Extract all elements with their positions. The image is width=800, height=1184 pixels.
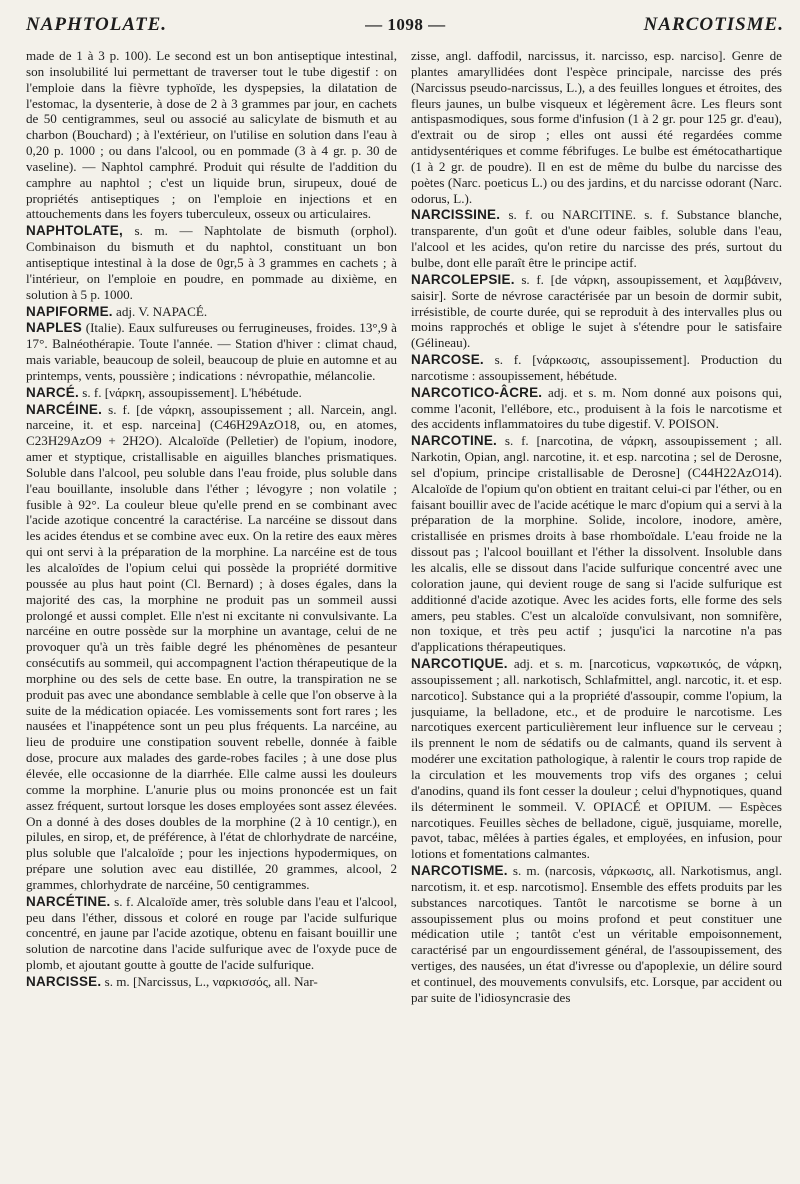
entry-text: made de 1 à 3 p. 100). Le second est un bon antiseptique intestinal, son insolubilité lui permettant de traverser tout le tube digestif : on l'emploie dans la fièvre typhoïde, les dyspepsies, la dilatation de l'estomac, la dysenterie, à dose de 2 à 3 grammes par jour, en cachets de 50 centigrammes, seul ou associé au salicylate de bismuth et au charbon (Bouchard) ; à l'extérieur, on l'utilise en solution dans l'eau à 0,20 p. 1000 ; ou dans l'alcool, ou en pommade (3 à 4 gr. p. 30 de vaseline). — Naphtol camphré. Produit qui résulte de l'addition du camphre au naphtol ; c'est un liquide brun, sirupeux, doué de propriétés antiseptiques ; on l'emploie en injections et en attouchements dans les foyers tuberculeux, osseux ou articulaires. [26, 48, 397, 222]
dictionary-entry [26, 48, 397, 222]
dictionary-entry [26, 385, 397, 401]
entry-text: adj. et s. m. Nom donné aux poisons qui, comme l'aconit, l'ellébore, etc., produisent à la fois le narcotisme et des accidents inflammatoires du tube digestif. V. POISON. [411, 384, 782, 432]
dictionary-entry [411, 48, 782, 206]
left-column [26, 48, 397, 1178]
entry-headword: NARCOSE. [411, 352, 484, 368]
entry-headword: NARCOLEPSIE. [411, 271, 515, 287]
running-head-right: NARCOTISME. [643, 14, 784, 35]
page-number: — 1098 — [365, 15, 446, 34]
entry-text: s. f. [νάρκη, assoupissement]. L'hébétude. [82, 384, 302, 400]
entry-text: adj. V. NAPACÉ. [116, 303, 208, 319]
dictionary-entry [26, 223, 397, 302]
right-column [411, 48, 782, 1178]
entry-headword: NARCOTICO-ÂCRE. [411, 384, 543, 400]
entry-headword: NARCISSINE. [411, 207, 501, 223]
entry-text: zisse, angl. daffodil, narcissus, it. narcisso, esp. narciso]. Genre de plantes amaryllidées dont l'espèce principale, narcisse des prés (Narcissus pseudo-narcissus, L.), a des feuilles longues et étroites, des fleurs jaunes, un bulbe visqueux et légèrement âcre. Les fleurs sont antispasmodiques, sous forme d'infusion (1 à 2 gr. pour 125 gr. d'eau), d'extrait ou de sirop ; elles ont aussi été regardées comme antidysentériques et comme fébrifuges. Le bulbe est émétocathartique (1 à 2 gr. de poudre). Il en est de même du bulbe du narcisse des poètes (Narc. poeticus L.) ou des jardins, et du narcisse odorant (Narc. odorus, L.). [411, 48, 782, 206]
dictionary-entry [26, 402, 397, 893]
dictionary-entry [411, 207, 782, 270]
entry-headword: NAPHTOLATE, [26, 223, 123, 239]
dictionary-entry [411, 272, 782, 351]
entry-headword: NARCÉINE. [26, 401, 103, 417]
entry-text: s. f. [de νάρκη, assoupissement, et λαμβάνειν, saisir]. Sorte de névrose caractérisée par un besoin de dormir subit, irrésistible, de courte durée, qui se reproduit à des intervalles plus ou moins rapprochés et oblige le sujet à s'étendre pour le satisfaire (Gélineau). [411, 271, 782, 351]
two-column-body [26, 48, 784, 1178]
dictionary-entry [411, 385, 782, 433]
entry-text: s. m. (narcosis, νάρκωσις, all. Narkotismus, angl. narcotism, it. et esp. narcotismo]. Ensemble des effets produits par les substances narcotiques. Tantôt le narcotisme se borne à un assoupissement plus ou moins profond et peut constituer une médication utile ; tantôt c'est un véritable empoisonnement, caractérisé par un engourdissement général, de l'assoupissement, des vertiges, des nausées, un état d'ivresse ou d'apoplexie, un délire sourd et continuel, des mouvements convulsifs, etc. Lorsque, par accident ou par suite de l'idiosyncrasie des [411, 863, 782, 1005]
dictionary-entry [411, 352, 782, 384]
entry-headword: NARCÉTINE. [26, 893, 111, 909]
entry-text: s. m. — Naphtolate de bismuth (orphol). Combinaison du bismuth et du naphtol, constituant un bon antiseptique intestinal à la dose de 0gr,5 à 3 grammes en cachets ; à l'intérieur, on l'emploie en poudre, en pommade au dixième, en solution à 5 p. 1000. [26, 223, 397, 302]
entry-text: s. f. [νάρκωσις, assoupissement]. Production du narcotisme : assoupissement, hébétude. [411, 352, 782, 383]
dictionary-entry [411, 656, 782, 862]
entry-headword: NARCOTINE. [411, 433, 497, 449]
entry-text: adj. et s. m. [narcoticus, ναρκωτικός, de νάρκη, assoupissement ; all. narkotisch, Schlafmittel, angl. narcotic, it. et esp. narcotico]. Substance qui a la propriété d'assoupir, comme l'opium, la jusquiame, la belladone, etc., et de produire le narcotisme. Les narcotiques exercent particulièrement leur influence sur le cerveau ; ils prennent le nom de sédatifs ou de calmants, quand ils servent à modérer une excitation pathologique, à ralentir le cours trop rapide de la circulation et les mouvements trop vifs des organes ; celui d'anodins, quand ils font cesser la douleur ; celui d'hypnotiques, quand ils déterminent le sommeil. V. OPIACÉ et OPIUM. — Espèces narcotiques. Feuilles sèches de belladone, ciguë, jusquiame, morelle, pavot, tabac, mêlées à parties égales, et employées, en infusion, pour lotions et fomentations calmantes. [411, 656, 782, 862]
entry-text: s. f. [narcotina, de νάρκη, assoupissement ; all. Narkotin, Opian, angl. narcotine, it. et esp. narcotina ; sel de Derosne, sel d'opium, principe cristallisable de Derosne] (C44H22AzO14). Alcaloïde de l'opium qu'on obtient en traitant celui-ci par l'éther, ou en faisant bouillir avec de l'acide acétique le marc d'opium qui a servi à la préparation de la morphine. Solide, incolore, inodore, amère, cristallisée en prismes droits à base rhomboïdale. L'eau froide ne la dissout pas ; l'alcool bouillant et l'éther la dissolvent. Insoluble dans les alcalis, elle se dissout dans l'acide sulfurique concentré avec une coloration jaune, qui devient rouge de sang si l'acide sulfurique est additionné d'acide azotique. Avec les acides forts, elle forme des sels amers, peu stables. C'est un alcaloïde convulsivant, non somnifère, non toxique, et très peu actif ; jusqu'ici la narcotine n'a pas d'applications thérapeutiques. [411, 433, 782, 655]
dictionary-entry [26, 304, 397, 320]
entry-text: s. m. [Narcissus, L., ναρκισσός, all. Nar- [104, 973, 318, 989]
entry-headword: NAPLES [26, 320, 82, 336]
entry-headword: NARCÉ. [26, 384, 79, 400]
dictionary-entry [411, 433, 782, 655]
dictionary-entry [26, 894, 397, 973]
page-header [26, 14, 784, 48]
entry-headword: NARCOTISME. [411, 863, 508, 879]
dictionary-entry [411, 863, 782, 1006]
entry-headword: NARCOTIQUE. [411, 656, 508, 672]
entry-text: (Italie). Eaux sulfureuses ou ferrugineuses, froides. 13°,9 à 17°. Balnéothérapie. Toute l'année. — Station d'hiver : climat chaud, mais variable, beaucoup de soleil, beaucoup de pluie en automne et au printemps, vents, poussière ; indications : névropathie, mélancolie. [26, 320, 397, 383]
entry-text: s. f. ou NARCITINE. s. f. Substance blanche, transparente, d'un goût et d'une odeur faibles, soluble dans l'eau, l'alcool et les acides, qu'on retire du narcisse des prés, surtout du bulbe, dont elle paraît être le principe actif. [411, 207, 782, 270]
dictionary-entry [26, 320, 397, 383]
entry-text: s. f. Alcaloïde amer, très soluble dans l'eau et l'alcool, peu dans l'éther, dissous et coloré en rouge par l'acide sulfurique concentré, en jaune par l'acide azotique, obtenu en faisant bouillir une solution de narcotine dans l'acide sulfurique avec de l'oxyde puce de plomb, et ajoutant goutte à goutte de l'acide sulfurique. [26, 893, 397, 973]
entry-headword: NARCISSE. [26, 973, 102, 989]
entry-headword: NAPIFORME. [26, 303, 113, 319]
running-head-left: NAPHTOLATE. [26, 14, 168, 35]
dictionary-entry [26, 974, 397, 990]
entry-text: s. f. [de νάρκη, assoupissement ; all. Narcein, angl. narceine, it. et esp. narceina] (C46H29AzO18, ou, en atomes, C23H29AzO9 + 2H2O). Alcaloïde (Pelletier) de l'opium, inodore, amer et styptique, cristallisable en aiguilles blanches prismatiques. Soluble dans l'alcool, peu soluble dans l'eau froide, plus soluble dans l'eau bouillante, insoluble dans l'éther ; lévogyre ; non volatile ; fusible à 92°. La couleur bleue qu'elle prend en se combinant avec l'acide azotique concentré la caractérise. La narcéine se dissout dans les acides étendus et se combine avec eux. On la retire des eaux mères qui ont servi à la préparation de la morphine. La narcéine est de tous les alcaloïdes de l'opium celui qui possède la propriété dormitive poussée au plus haut point (Cl. Bernard) ; à doses égales, dans la majorité des cas, la morphine ne produit pas un sommeil aussi prolongé et aussi complet. Elle n'est ni excitante ni convulsivante. La narcéine en outre possède sur la morphine un avantage, celui de ne provoquer qu'à un très faible degré les phénomènes de pesanteur consécutifs au sommeil, qui accompagnent l'action thérapeutique de la morphine ou des sels de cette base. En outre, la transpiration ne se produit pas avec une abondance semblable à celle que l'on observe à la suite de la médication opiacée. Les vomissements sont fort rares ; les nausées et l'inappétence sont un peu plus fréquents. La narcéine, au lieu de produire une constipation souvent rebelle, donnée à faible dose, procure aux malades des garde-robes faciles ; à une dose plus élevée, elle occasionne de la diarrhée. Elle calme aussi les douleurs comme la morphine. L'anurie plus ou moins prononcée est un fait assez fréquent, surtout lorsque les doses employées sont assez élevées. On a donné à des doses doubles de la morphine (2 à 10 centigr.), en pilules, en sirop, et, de préférence, à l'état de chlorhydrate de narcéine, plus soluble que l'alcaloïde ; pour les injections hypodermiques, on prépare une solution avec eau distillée, 20 grammes, alcool, 2 grammes, chlorhydrate de narcéine, 50 centigrammes. [26, 401, 397, 892]
